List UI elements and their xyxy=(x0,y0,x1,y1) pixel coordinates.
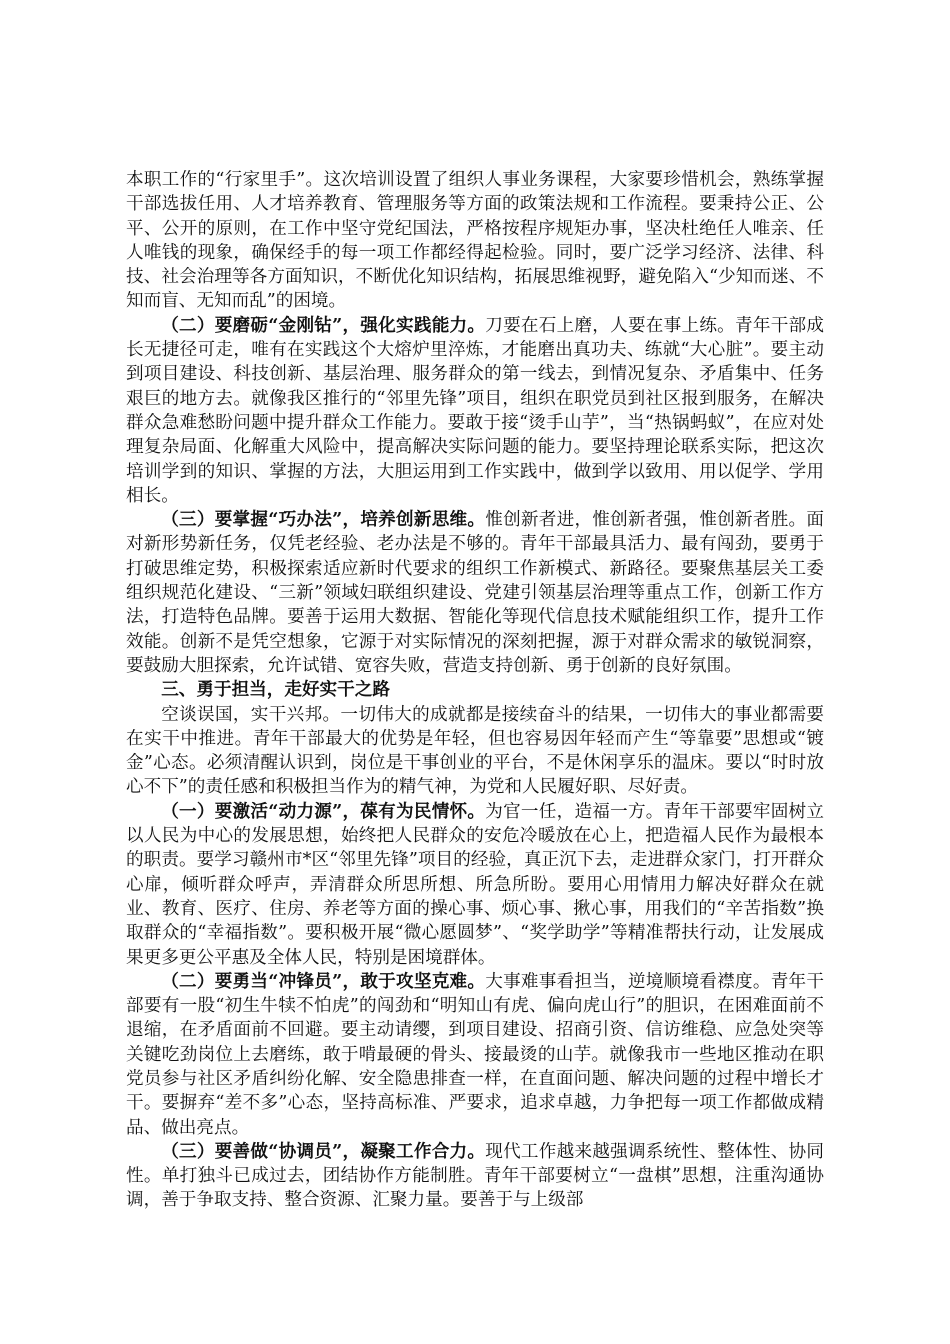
paragraph-text: 现代工作越来越强调系统性、整体性、协同性。单打独斗已成过去，团结协作方能制胜。青年干部要树立“一盘棋”思想，注重沟通协调，善于争取支持、整合资源、汇聚力量。要善于与上级部 xyxy=(126,1141,824,1211)
paragraph-practice xyxy=(126,314,824,508)
document-page xyxy=(126,168,824,1213)
paragraph-lead: （二）要磨砺“金刚钻”，强化实践能力。 xyxy=(161,314,486,336)
paragraph-lead: （三）要善做“协调员”，凝聚工作合力。 xyxy=(161,1140,486,1162)
section-heading: 三、勇于担当，走好实干之路 xyxy=(161,679,390,701)
paragraph-pioneer xyxy=(126,970,824,1140)
paragraph-text: 刀要在石上磨，人要在事上练。青年干部成长无捷径可走，唯有在实践这个大熔炉里淬炼，才能磨出真功夫、练就“大心脏”。要主动到项目建设、科技创新、基层治理、服务群众的第一线去，到情况复杂、矛盾集中、任务艰巨的地方去。就像我区推行的“邻里先锋”项目，组织在职党员到社区报到服务，在解决群众急难愁盼问题中提升群众工作能力。要敢于接“烫手山芋”，当“热锅蚂蚁”，在应对处理复杂局面、化解重大风险中，提高解决实际问题的能力。要坚持理论联系实际，把这次培训学到的知识、掌握的方法，大胆运用到工作实践中，做到学以致用、用以促学、学用相长。 xyxy=(126,315,824,506)
paragraph-text: 为官一任，造福一方。青年干部要牢固树立以人民为中心的发展思想，始终把人民群众的安危冷暖放在心上，把造福人民作为最根本的职责。要学习赣州市*区“邻里先锋”项目的经验，真正沉下去，走进群众家门，打开群众心扉，倾听群众呼声，弄清群众所思所想、所急所盼。要用心用情用力解决好群众在就业、教育、医疗、住房、养老等方面的操心事、烦心事、揪心事，用我们的“辛苦指数”换取群众的“幸福指数”。要积极开展“微心愿圆梦”、“奖学助学”等精准帮扶行动，让发展成果更多更公平惠及全体人民，特别是困境群体。 xyxy=(126,801,824,968)
paragraph-text: 惟创新者进，惟创新者强，惟创新者胜。面对新形势新任务，仅凭老经验、老办法是不够的。青年干部最具活力、最有闯劲，要勇于打破思维定势，积极探索适应新时代要求的组织工作新模式、新路径。要聚焦基层关工委组织规范化建设、“三新”领域妇联组织建设、党建引领基层治理等重点工作，创新工作方法，打造特色品牌。要善于运用大数据、智能化等现代信息技术赋能组织工作，提升工作效能。创新不是凭空想象，它源于对实际情况的深刻把握，源于对群众需求的敏锐洞察，要鼓励大胆探索，允许试错、宽容失败，营造支持创新、勇于创新的良好氛围。 xyxy=(126,510,824,676)
paragraph-innovation xyxy=(126,508,824,678)
paragraph-section-intro xyxy=(126,703,824,800)
paragraph-lead: （一）要激活“动力源”，葆有为民情怀。 xyxy=(161,800,486,822)
paragraph-lead: （二）要勇当“冲锋员”，敢于攻坚克难。 xyxy=(161,970,486,992)
paragraph-lead: （三）要掌握“巧办法”，培养创新思维。 xyxy=(161,509,486,531)
paragraph-text: 本职工作的“行家里手”。这次培训设置了组织人事业务课程，大家要珍惜机会，熟练掌握干部选拔任用、人才培养教育、管理服务等方面的政策法规和工作流程。要秉持公正、公平、公开的原则，在工作中坚守党纪国法，严格按程序规矩办事，坚决杜绝任人唯亲、任人唯钱的现象，确保经手的每一项工作都经得起检验。同时，要广泛学习经济、法律、科技、社会治理等各方面知识，不断优化知识结构，拓展思维视野，避免陷入“少知而迷、不知而盲、无知而乱”的困境。 xyxy=(126,170,824,312)
paragraph-intro xyxy=(126,168,824,314)
paragraph-text: 大事难事看担当，逆境顺境看襟度。青年干部要有一股“初生牛犊不怕虎”的闯劲和“明知山有虎、偏向虎山行”的胆识，在困难面前不退缩，在矛盾面前不回避。要主动请缨，到项目建设、招商引资、信访维稳、应急处突等关键吃劲岗位上去磨练，敢于啃最硬的骨头、接最烫的山芋。就像我市一些地区推动在职党员参与社区矛盾纠纷化解、安全隐患排查一样，在直面问题、解决问题的过程中增长才干。要摒弃“差不多”心态，坚持高标准、严要求，追求卓越，力争把每一项工作都做成精品、做出亮点。 xyxy=(126,971,824,1138)
paragraph-people xyxy=(126,800,824,970)
paragraph-coordinator xyxy=(126,1140,824,1213)
paragraph-text: 空谈误国，实干兴邦。一切伟大的成就都是接续奋斗的结果，一切伟大的事业都需要在实干中推进。青年干部最大的优势是年轻，但也容易因年轻而产生“等靠要”思想或“镀金”心态。必须清醒认识到，岗位是干事创业的平台，不是休闲享乐的温床。要以“时时放心不下”的责任感和积极担当作为的精气神，为党和人民履好职、尽好责。 xyxy=(126,704,824,798)
